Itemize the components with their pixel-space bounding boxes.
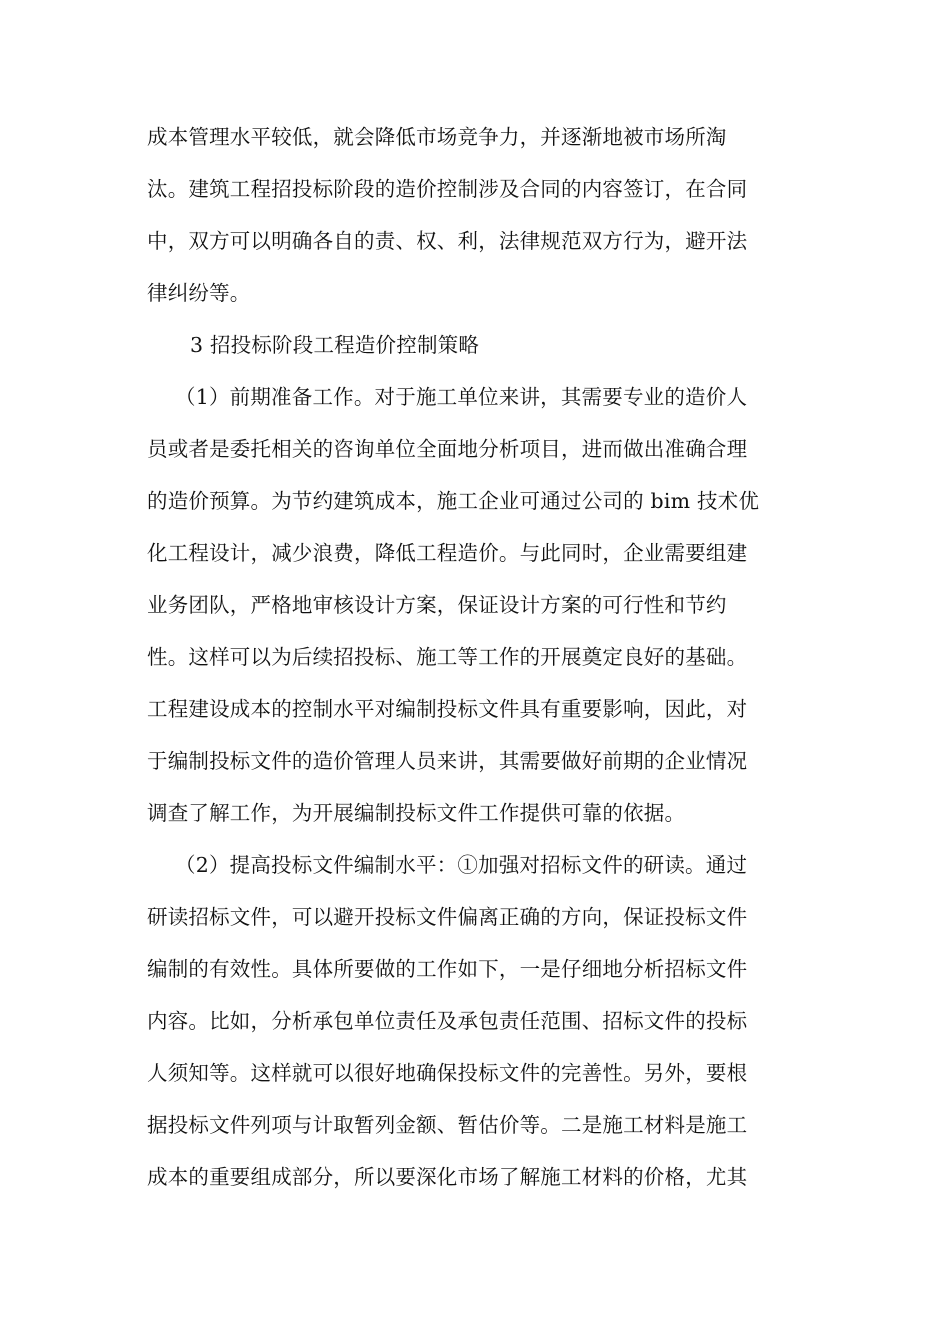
text-line: 汰。建筑工程招投标阶段的造价控制涉及合同的内容签订，在合同	[147, 177, 748, 201]
text-line: （2）提高投标文件编制水平：①加强对招标文件的研读。通过	[175, 853, 748, 877]
text-line: 调查了解工作，为开展编制投标文件工作提供可靠的依据。	[147, 801, 686, 825]
text-line: 编制的有效性。具体所要做的工作如下，一是仔细地分析招标文件	[147, 957, 748, 981]
text-line: 内容。比如，分析承包单位责任及承包责任范围、招标文件的投标	[147, 1009, 748, 1033]
text-line: 律纠纷等。	[147, 281, 251, 305]
text-line: 工程建设成本的控制水平对编制投标文件具有重要影响，因此，对	[147, 697, 748, 721]
text-line: 性。这样可以为后续招投标、施工等工作的开展奠定良好的基础。	[147, 645, 748, 669]
text-line: 人须知等。这样就可以很好地确保投标文件的完善性。另外，要根	[147, 1061, 748, 1085]
text-line: 据投标文件列项与计取暂列金额、暂估价等。二是施工材料是施工	[147, 1113, 748, 1137]
section-heading: 3 招投标阶段工程造价控制策略	[190, 333, 480, 357]
text-line: 于编制投标文件的造价管理人员来讲，其需要做好前期的企业情况	[147, 749, 748, 773]
text-line: 研读招标文件，可以避开投标文件偏离正确的方向，保证投标文件	[147, 905, 748, 929]
text-line: 中，双方可以明确各自的责、权、利，法律规范双方行为，避开法	[147, 229, 748, 253]
text-line: 化工程设计，减少浪费，降低工程造价。与此同时，企业需要组建	[147, 541, 748, 565]
text-line: 成本管理水平较低，就会降低市场竞争力，并逐渐地被市场所淘	[147, 125, 727, 149]
text-line: 员或者是委托相关的咨询单位全面地分析项目，进而做出准确合理	[147, 437, 748, 461]
text-line: 成本的重要组成部分，所以要深化市场了解施工材料的价格，尤其	[147, 1165, 748, 1189]
text-line: 业务团队，严格地审核设计方案，保证设计方案的可行性和节约	[147, 593, 727, 617]
text-line: 的造价预算。为节约建筑成本，施工企业可通过公司的 bim 技术优	[147, 489, 760, 513]
text-line: （1）前期准备工作。对于施工单位来讲，其需要专业的造价人	[175, 385, 748, 409]
